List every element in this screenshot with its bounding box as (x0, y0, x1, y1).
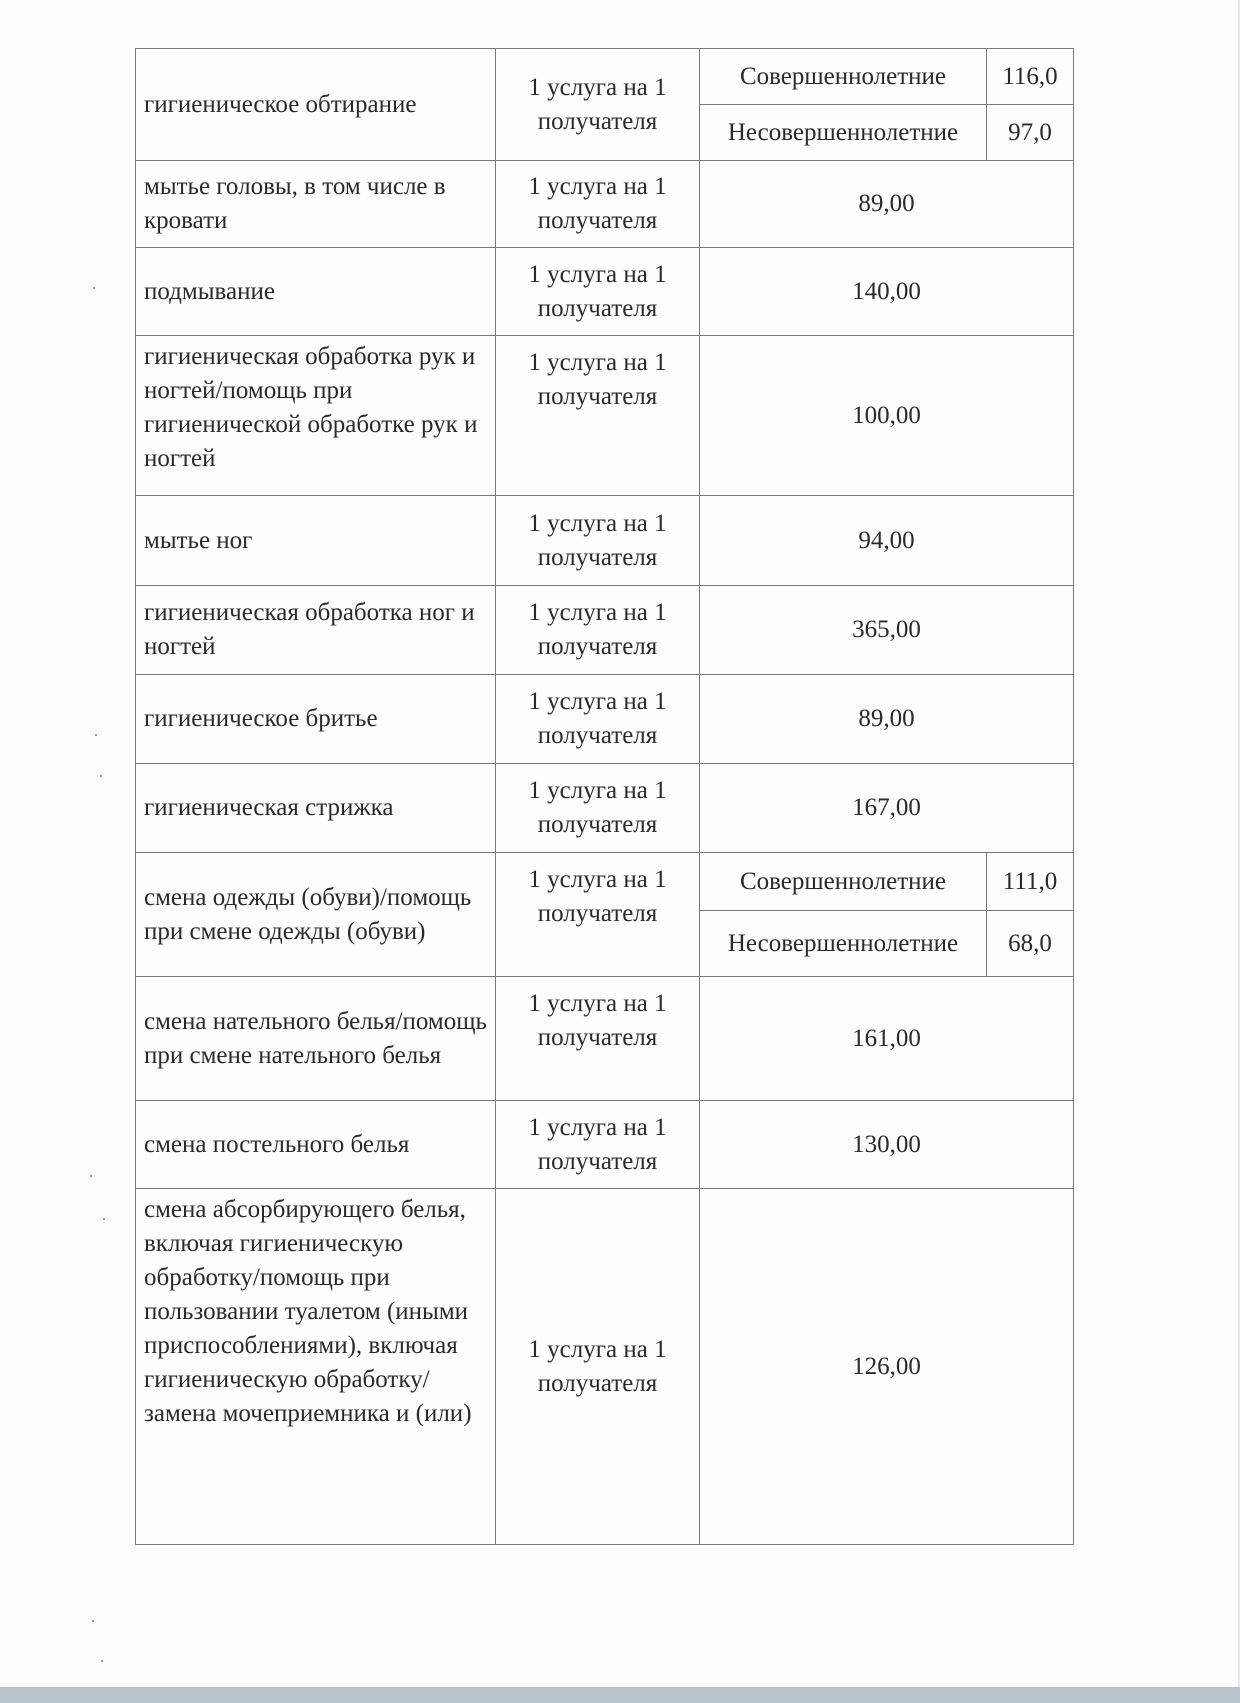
unit-text: 1 услуга на 1 получателя (528, 173, 667, 234)
table-row (136, 248, 1074, 336)
service-name: смена нательного белья/помощь при смене нательного белья (144, 1007, 487, 1069)
scan-speck (103, 1218, 105, 1220)
service-name: гигиеническая обработка ног и ногтей (144, 599, 475, 660)
service-name: смена постельного белья (144, 1130, 410, 1158)
price-cell (700, 764, 1074, 853)
scan-speck (93, 287, 95, 289)
unit-text: 1 услуга на 1 получателя (528, 1113, 667, 1175)
scan-speck (101, 1660, 103, 1662)
price: 126,00 (852, 1352, 921, 1380)
minor-price: 97,0 (1008, 118, 1052, 146)
adult-category-cell (700, 853, 987, 911)
unit-cell (496, 1189, 700, 1545)
adult-price-cell (987, 853, 1074, 911)
unit-cell (496, 161, 700, 248)
price: 161,00 (852, 1024, 921, 1052)
tariff-table (135, 48, 1074, 1545)
price-cell (700, 161, 1074, 248)
unit-cell (496, 248, 700, 336)
minor-category-cell (700, 911, 987, 977)
minor-category-cell (700, 105, 987, 161)
price: 89,00 (858, 190, 915, 217)
service-name-cell (136, 675, 496, 764)
price: 167,00 (852, 794, 921, 821)
service-name: мытье головы, в том числе в кровати (144, 173, 446, 234)
table-row (136, 675, 1074, 764)
price-cell (700, 1101, 1074, 1189)
unit-text: 1 услуга на 1 получателя (528, 73, 667, 135)
service-name-cell (136, 49, 496, 161)
service-name: подмывание (144, 277, 275, 305)
service-name-cell (136, 336, 496, 496)
service-name-cell (136, 496, 496, 586)
minor-price-cell (987, 911, 1074, 977)
table-row (136, 49, 1074, 105)
unit-text: 1 услуга на 1 получателя (528, 866, 667, 927)
adult-price: 111,0 (1002, 867, 1058, 895)
unit-cell (496, 853, 700, 977)
service-name-cell (136, 1189, 496, 1545)
adult-category-label: Совершеннолетние (739, 62, 947, 90)
adult-price: 116,0 (1002, 62, 1058, 90)
unit-cell (496, 496, 700, 586)
table-row (136, 161, 1074, 248)
unit-text: 1 услуга на 1 получателя (528, 260, 667, 322)
scan-speck (90, 1175, 92, 1177)
price: 100,00 (852, 401, 921, 429)
minor-category-label: Несовершеннолетние (727, 118, 959, 146)
service-name: мытье ног (144, 526, 253, 554)
service-name: смена одежды (обуви)/помощь при смене одежды (обуви) (144, 883, 472, 945)
service-name-cell (136, 764, 496, 853)
table-row (136, 1189, 1074, 1545)
unit-cell (496, 586, 700, 675)
minor-price: 68,0 (1008, 929, 1052, 957)
price-cell (700, 977, 1074, 1101)
table-row (136, 1101, 1074, 1189)
table-row (136, 977, 1074, 1101)
unit-text: 1 услуга на 1 получателя (528, 688, 667, 749)
unit-cell (496, 1101, 700, 1189)
price-cell (700, 336, 1074, 496)
table-row (136, 336, 1074, 496)
service-name-cell (136, 1101, 496, 1189)
service-name: гигиеническая стрижка (144, 794, 394, 821)
unit-text: 1 услуга на 1 получателя (528, 777, 667, 838)
unit-text: 1 услуга на 1 получателя (528, 599, 667, 660)
price-cell (700, 1189, 1074, 1545)
unit-text: 1 услуга на 1 получателя (528, 990, 667, 1051)
service-name-cell (136, 161, 496, 248)
unit-cell (496, 977, 700, 1101)
service-name: гигиеническая обработка рук и ногтей/помощь при гигиенической обработке рук и ногтей (144, 343, 478, 472)
unit-text: 1 услуга на 1 получателя (528, 509, 667, 571)
scan-speck (95, 734, 97, 736)
price: 365,00 (852, 616, 921, 643)
scan-bottom-edge (0, 1687, 1240, 1703)
price: 140,00 (852, 277, 921, 305)
service-name: гигиеническое бритье (144, 705, 378, 732)
service-name-cell (136, 586, 496, 675)
price: 94,00 (858, 526, 915, 554)
minor-category-label: Несовершеннолетние (727, 929, 959, 957)
service-name-cell (136, 853, 496, 977)
scan-speck (100, 775, 102, 777)
unit-cell (496, 49, 700, 161)
price-cell (700, 496, 1074, 586)
unit-cell (496, 764, 700, 853)
unit-cell (496, 336, 700, 496)
unit-text: 1 услуга на 1 получателя (528, 1335, 667, 1397)
price-cell (700, 248, 1074, 336)
unit-cell (496, 675, 700, 764)
minor-price-cell (987, 105, 1074, 161)
adult-category-label: Совершеннолетние (739, 867, 947, 895)
service-name-cell (136, 977, 496, 1101)
price-cell (700, 675, 1074, 764)
service-name: гигиеническое обтирание (144, 90, 417, 118)
scan-speck (92, 1620, 94, 1622)
table-row (136, 496, 1074, 586)
service-name: смена абсорбирующего белья, включая гигиеническую обработку/помощь при пользовании туалетом (иными приспособлениями), включая гигиеническую обработку/замена мочеприемника и (или) (144, 1196, 472, 1427)
price: 89,00 (858, 705, 915, 732)
price-cell (700, 586, 1074, 675)
table-row (136, 764, 1074, 853)
unit-text: 1 услуга на 1 получателя (528, 349, 667, 410)
price: 130,00 (852, 1130, 921, 1158)
table-row (136, 853, 1074, 911)
table-row (136, 586, 1074, 675)
service-name-cell (136, 248, 496, 336)
adult-price-cell (987, 49, 1074, 105)
adult-category-cell (700, 49, 987, 105)
